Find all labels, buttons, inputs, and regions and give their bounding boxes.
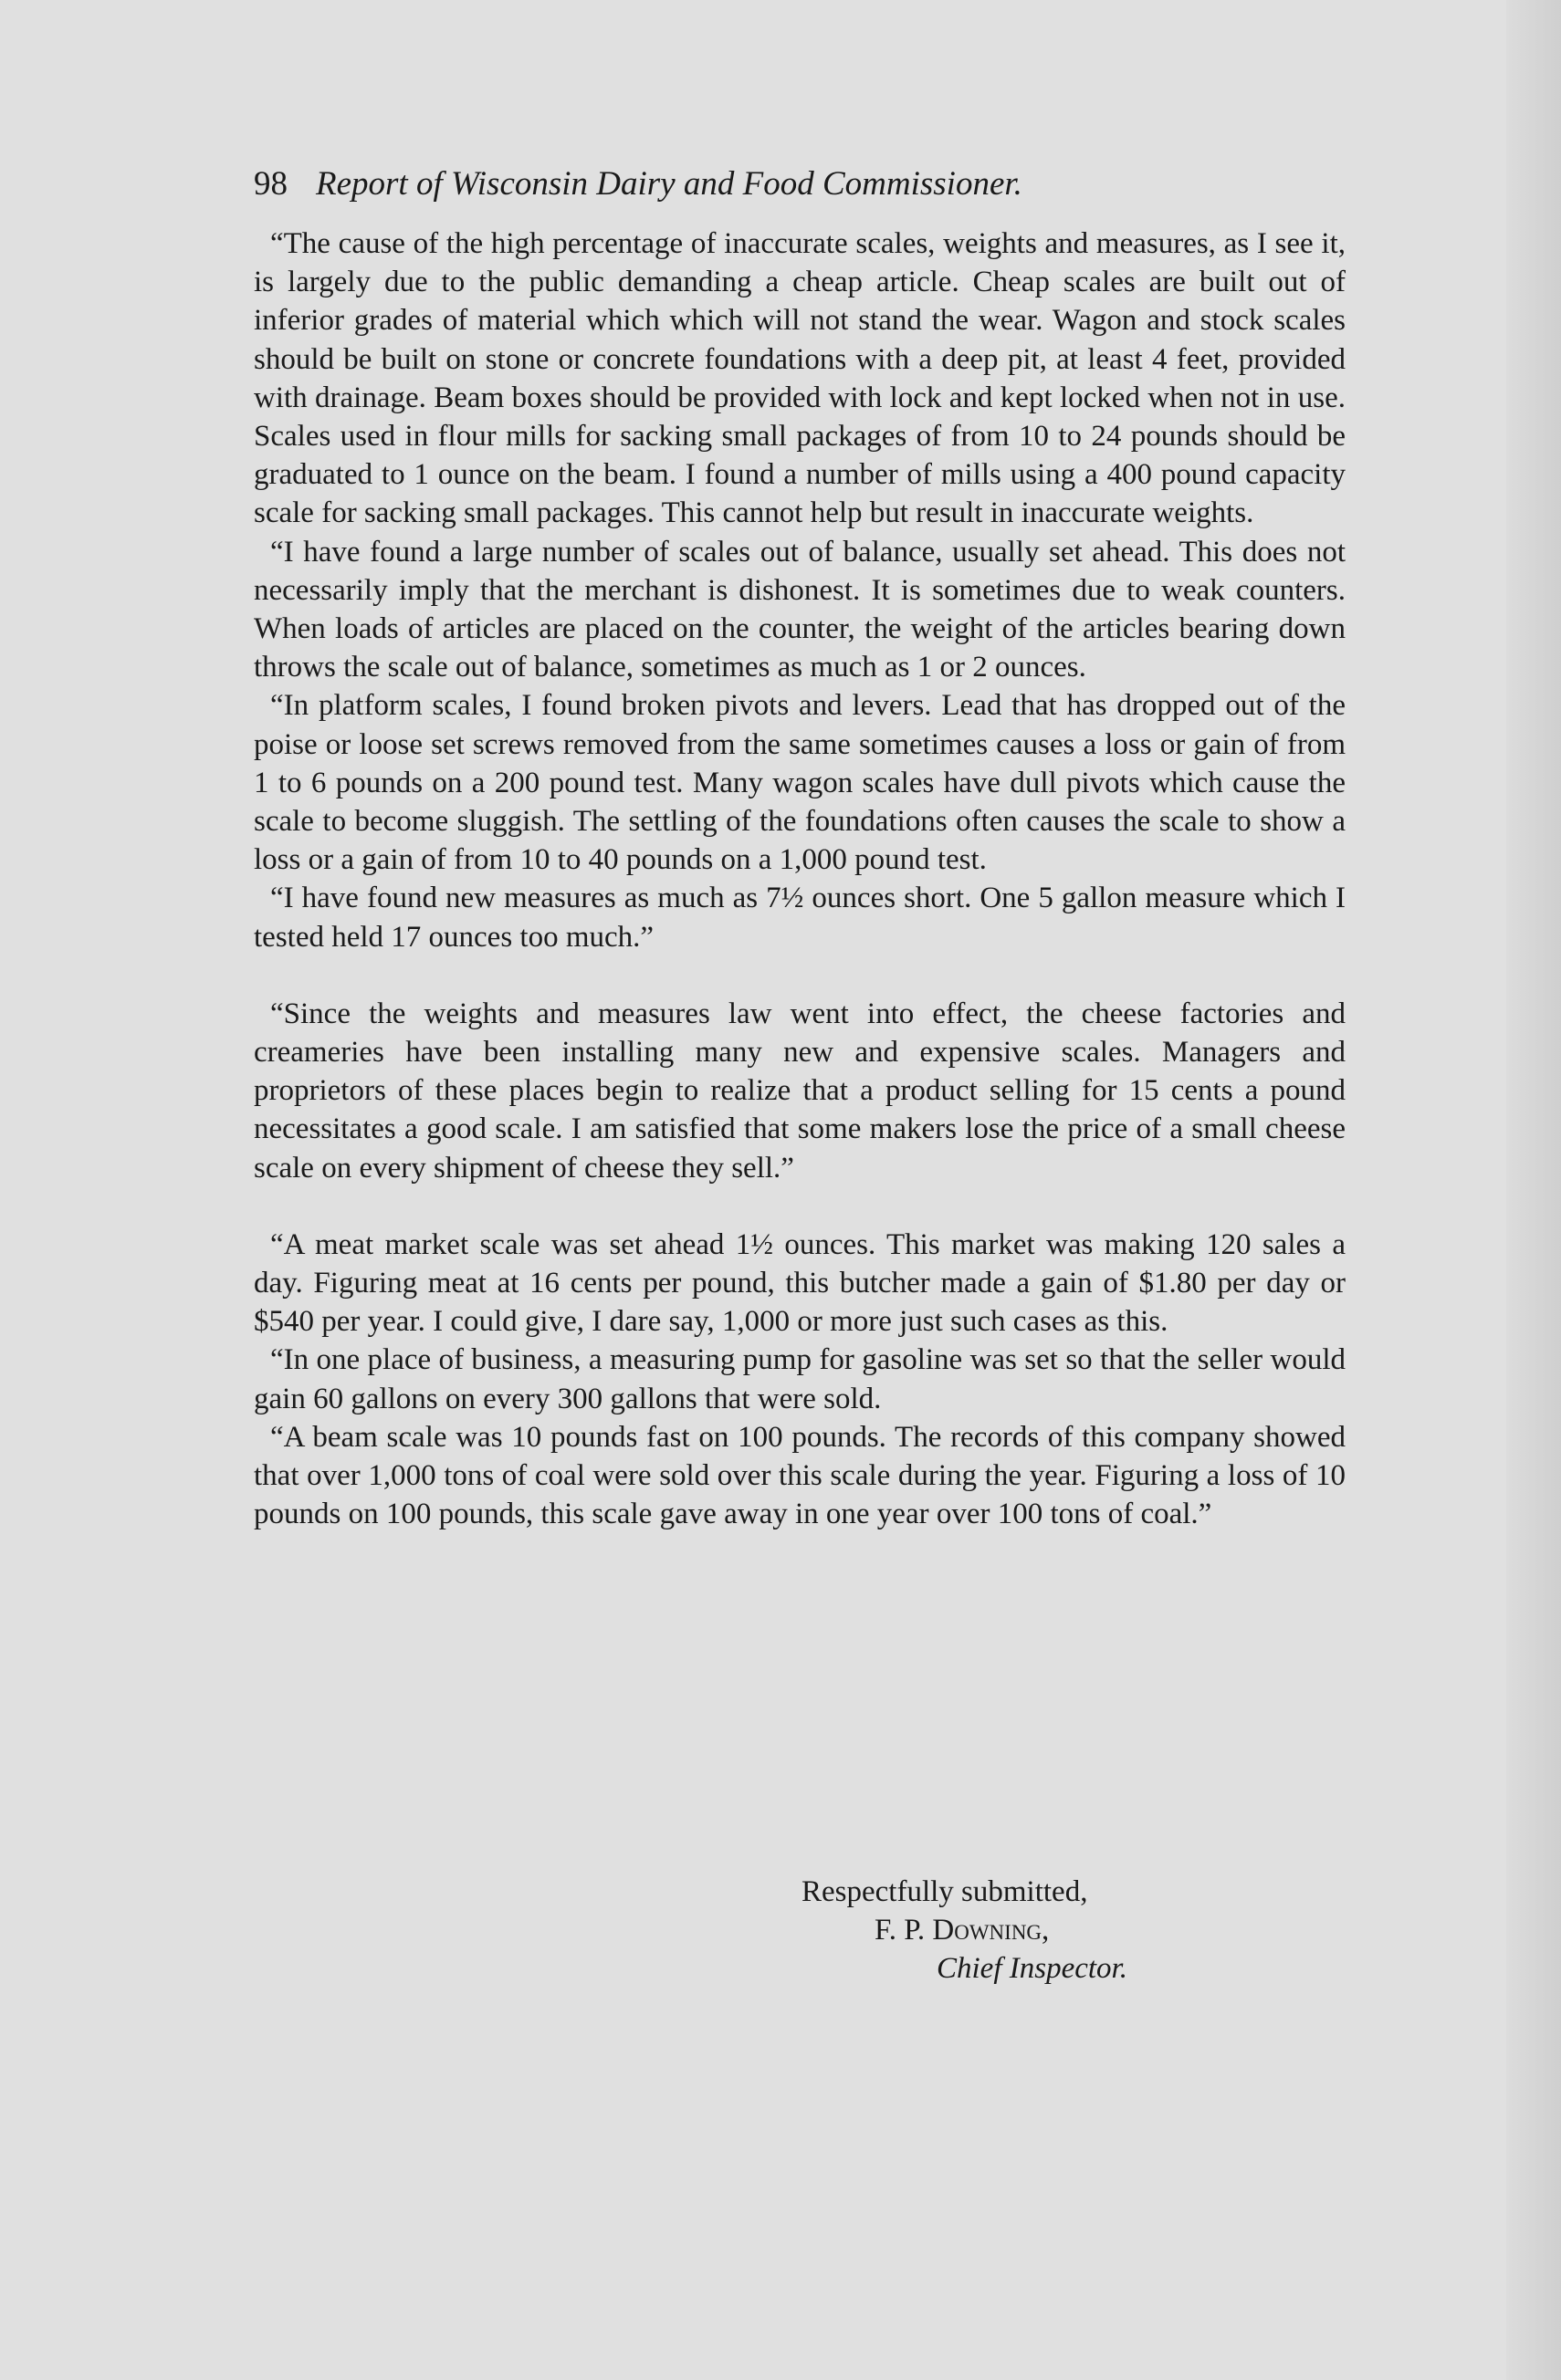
signature-title: Chief Inspector. bbox=[937, 1952, 1127, 1985]
paragraph-new-measures: “I have found new measures as much as 7½ ounces short. One 5 gallon measure which I tested held 17 ounces too much.” bbox=[254, 882, 1346, 954]
page-number: 98 bbox=[254, 165, 288, 203]
paragraph-meat-market: “A meat market scale was set ahead 1½ ounces. This market was making 120 sales a day. Figuring meat at 16 cents per pound, this butcher made a gain of $1.80 per day or $540 per year. I could give, I dare say, 1,000 or more just such cases as this. bbox=[254, 1227, 1346, 1339]
paragraph-out-of-balance: “I have found a large number of scales out of balance, usually set ahead. This does not necessarily imply that the merchant is dishonest. It is sometimes due to weak counters. When loads of articles are placed on the counter, the weight of the articles bearing down throws the scale out of balance, sometimes as much as 1 or 2 ounces. bbox=[254, 535, 1346, 684]
main-text bbox=[254, 164, 1346, 1534]
running-head bbox=[254, 164, 1346, 204]
paragraph-gap bbox=[254, 1187, 1346, 1226]
running-title: Report of Wisconsin Dairy and Food Commissioner. bbox=[316, 165, 1022, 203]
paragraph-gap bbox=[254, 956, 1346, 995]
paragraph-beam-scale: “A beam scale was 10 pounds fast on 100 pounds. The records of this company showed that over 1,000 tons of coal were sold over this scale during the year. Figuring a loss of 10 pounds on 100 pounds, this scale gave away in one year over 100 tons of coal.” bbox=[254, 1420, 1346, 1531]
signature-name: F. P. Downing, bbox=[875, 1914, 1050, 1947]
paragraph-gasoline-pump: “In one place of business, a measuring pump for gasoline was set so that the seller would gain 60 gallons on every 300 gallons that were sold. bbox=[254, 1343, 1346, 1415]
signature-closing: Respectfully submitted, bbox=[801, 1875, 1088, 1908]
signature-block bbox=[801, 1873, 1276, 1988]
signature-name-line bbox=[801, 1911, 1276, 1949]
paragraph-platform-scales: “In platform scales, I found broken pivots and levers. Lead that has dropped out of the poise or loose set screws removed from the same sometimes causes a loss or gain of from 1 to 6 pounds on a 200 pound test. Many wagon scales have dull pivots which cause the scale to become sluggish. The settling of the foundations often causes the scale to show a loss or a gain of from 10 to 40 pounds on a 1,000 pound test. bbox=[254, 689, 1346, 877]
paragraph-cheese-factories: “Since the weights and measures law went into effect, the cheese factories and creameries have been installing many new and expensive scales. Managers and proprietors of these places begin to realize that a product selling for 15 cents a pound necessitates a good scale. I am satisfied that some makers lose the price of a small cheese scale on every shipment of cheese they sell.” bbox=[254, 997, 1346, 1185]
paragraph-inaccurate-scales: “The cause of the high percentage of inaccurate scales, weights and measures, as I see it, is largely due to the public demanding a cheap article. Cheap scales are built out of inferior grades of material which which will not stand the wear. Wagon and stock scales should be built on stone or concrete foundations with a deep pit, at least 4 feet, provided with drainage. Beam boxes should be provided with lock and kept locked when not in use. Scales used in flour mills for sacking small packages of from 10 to 24 pounds should be graduated to 1 ounce on the beam. I found a number of mills using a 400 pound capacity scale for sacking small packages. This cannot help but result in inaccurate weights. bbox=[254, 227, 1346, 530]
page-edge-shadow bbox=[1506, 0, 1561, 2380]
